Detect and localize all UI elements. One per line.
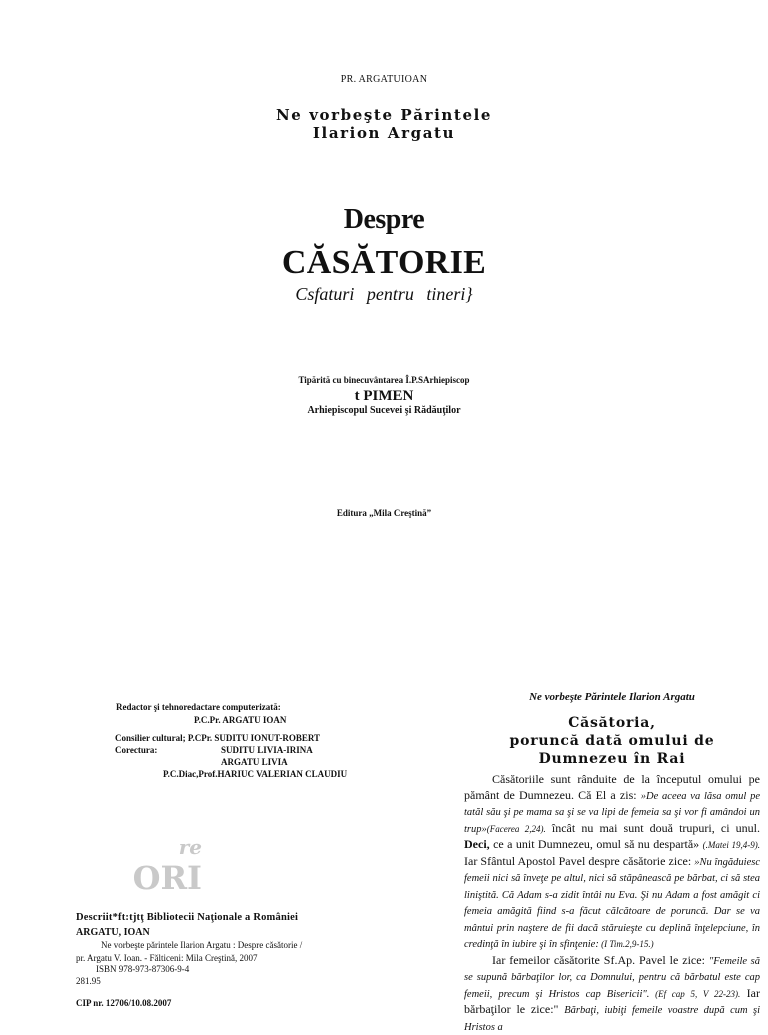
body-paragraph-1 [464,772,760,953]
p1-quote-2: »Nu îngăduiesc femeii nici să înveţe pe altul, nici să stăpânească pe bărbat, ci să stea liniştită. Că Adam s-a zidit întâi nu Eva. Şi nu Adam a fost amăgit ci femeia amăgită fiind s-a făcut călcătoare de poruncă. Dar se va mântui prin naştere de fii dacă stăruieşte cu deplină înţelepciune, în credinţă în iubire şi în sfinţenie: [464,857,760,951]
proofreader-2: ARGATU LIVIA [221,757,288,768]
proofreader-3: P.C.Diac,Prof.HARIUC VALERIAN CLAUDIU [163,769,347,780]
cip-number: CIP nr. 12706/10.08.2007 [76,998,171,1009]
p2-text-a: Iar femeilor căsătorite Sf.Ap. Pavel le zice: [492,953,709,967]
cip-author: ARGATU, IOAN [76,927,150,938]
author-line: PR. ARGATUIOAN [0,74,768,85]
title-prefix: Despre [0,204,768,236]
faded-stamp-image [122,825,202,897]
p1-text-b: încât nu mai sunt două trupuri, ci unul. [546,821,760,835]
cip-heading: Descriit*ft:tjtţ Bibliotecii Naţionale a României [76,912,298,923]
chapter-body [464,772,760,1035]
p1-reference-1: (Facerea 2,24). [487,824,546,834]
subtitle-line-2: Ilarion Argatu [0,124,768,142]
blessing-line: Tipărită cu binecuvântarea Î.P.SArhiepiscop [0,375,768,385]
stamp-line-2: ORI [122,859,202,897]
stamp-line-1: re [122,835,202,859]
book-title: CĂSĂTORIE [0,244,768,282]
proofreading-label: Corectura: [115,745,157,756]
chapter-title-line-3: Dumnezeu în Rai [464,750,760,768]
chapter-title-line-2: poruncă dată omului de [464,732,760,750]
p2-quote-1: "Femeile să se supună bărbaţilor lor, ca Domnului, pentru că bărbatul este cap femeii, precum şi Hristos cap Bisericii". [464,956,760,1000]
p1-text-d: Iar Sfântul Apostol Pavel despre căsătorie zice: [464,854,694,868]
proofreader-1: SUDITU LIVIA-IRINA [221,745,313,756]
publisher-line: Editura „Mila Creştină” [0,508,768,518]
cip-title-line: Ne vorbeşte părintele Ilarion Argatu : Despre căsătorie / [101,940,302,951]
body-paragraph-2 [464,953,760,1035]
p2-text-b: Iar bărbaţilor le zice:" [464,986,760,1017]
p1-quote-1: »De aceea va lăsa omul pe tatăl său şi pe mama sa şi se va lipi de femeia sa şi vor fi amândoi un trup» [464,791,760,835]
archbishop-title: Arhiepiscopul Sucevei şi Rădăuţilor [0,405,768,416]
editor-name: P.C.Pr. ARGATU IOAN [194,715,286,726]
book-subtitle [0,106,768,142]
p2-quote-2: Bărbaţi, iubiţi femeile voastre după cum şi Hristos a [464,1005,760,1033]
p1-reference-3: (I Tim.2,9-15.) [599,939,654,949]
archbishop-name: t PIMEN [0,388,768,405]
running-header: Ne vorbeşte Părintele Ilarion Argatu [464,691,760,703]
p1-text-c: ce a unit Dumnezeu, omul să nu despartă» [490,837,703,851]
p1-text-a: Căsătoriile sunt rânduite de la începutul omului pe pământ de Dumnezeu. Că El a zis: [464,772,760,802]
editor-label: Redactor şi tehnoredactare computerizată: [116,702,281,713]
book-tagline: Csfaturi pentru tineri} [0,284,768,305]
cip-isbn: ISBN 978-973-87306-9-4 [96,964,189,975]
cip-publication-line: pr. Argatu V. Ioan. - Fălticeni: Mila Creştină, 2007 [76,953,257,964]
cip-udc: 281.95 [76,976,101,987]
p1-reference-2: (.Matei 19,4-9). [703,840,760,850]
p1-deci: Deci, [464,837,490,851]
subtitle-line-1: Ne vorbeşte Părintele [0,106,768,124]
chapter-title-line-1: Căsătoria, [464,714,760,732]
cultural-advisor: Consilier cultural; P.CPr. SUDITU IONUT-ROBERT [115,733,320,744]
p2-reference-1: (Ef cap 5, V 22-23). [649,989,740,999]
chapter-title [464,714,760,768]
